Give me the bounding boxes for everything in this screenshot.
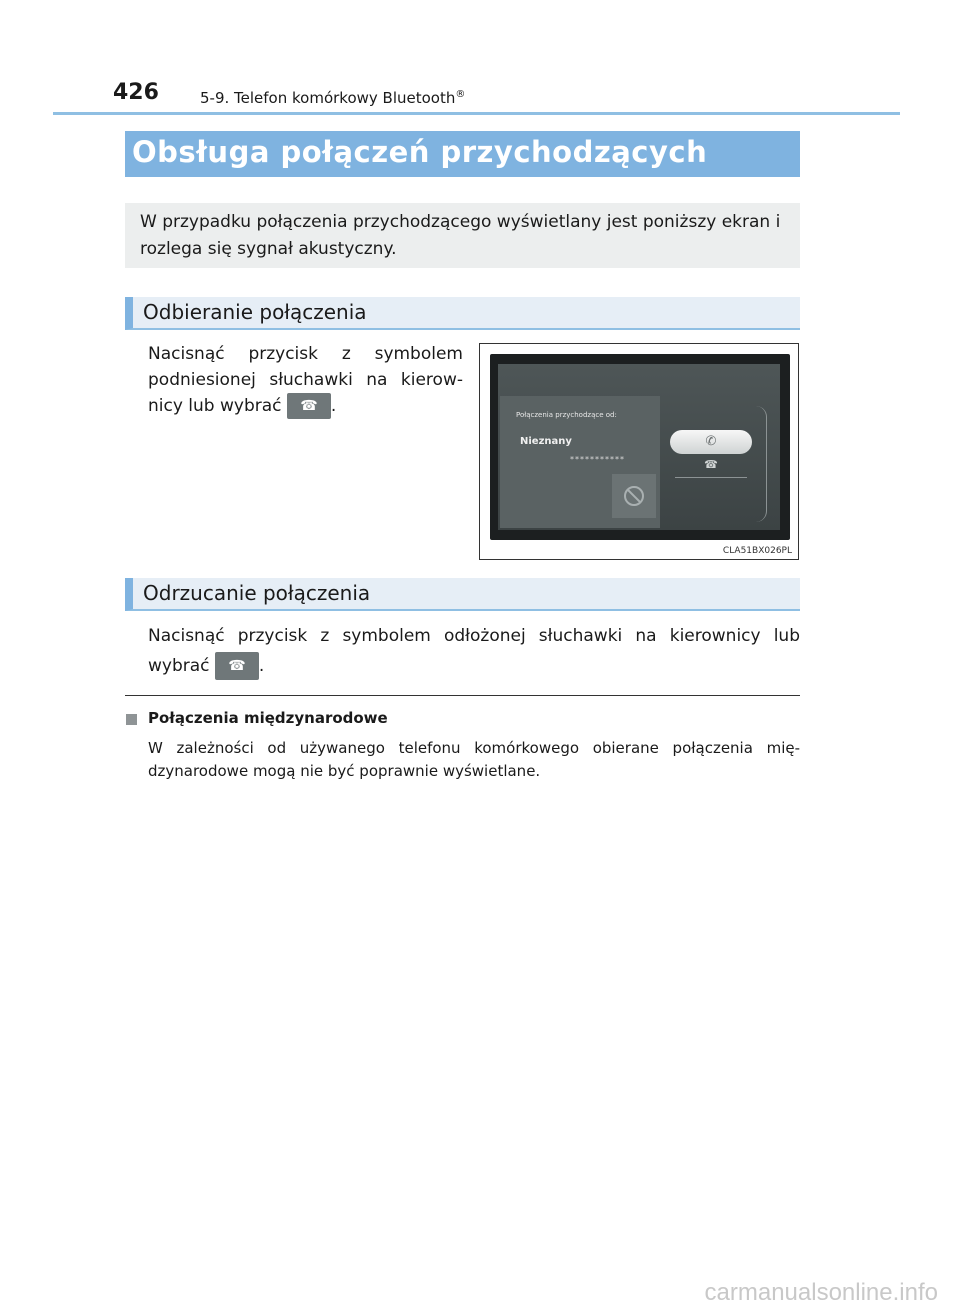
phone-hangup-icon: ☎ [215, 652, 259, 680]
note-text: W zależności od używanego telefonu komórkowego obierane połączenia mię-dzynarodowe mogą nie być poprawnie wyświetlane. [148, 739, 800, 780]
header-rule [53, 112, 900, 115]
answer-instruction-text: Nacisnąć przycisk z symbolem podniesionej słuchawki na kierow-nicy lub wybrać [148, 344, 463, 416]
section-title-answer: Odbieranie połączenia [143, 300, 367, 324]
incoming-call-screen-figure [479, 343, 799, 560]
section-title-reject: Odrzucanie połączenia [143, 581, 371, 605]
answer-instruction [148, 341, 463, 419]
phone-hangup-icon[interactable]: ☎ [704, 458, 718, 471]
figure-code: CLA51BX026PL [722, 546, 792, 556]
page-number: 426 [113, 80, 159, 105]
phone-handset-icon: ✆ [705, 434, 717, 449]
chapter-title-text: 5-9. Telefon komórkowy Bluetooth [200, 89, 456, 107]
watermark: carmanualsonline.info [704, 1279, 938, 1306]
chapter-title [200, 89, 465, 107]
note-title: Połączenia międzynarodowe [148, 709, 388, 727]
incoming-call-label: Połączenia przychodzące od: [516, 411, 617, 419]
note-divider [125, 695, 800, 696]
screen-arc-decoration [756, 406, 767, 522]
answer-instruction-end: . [330, 396, 337, 416]
reject-instruction [148, 621, 800, 681]
reject-instruction-end: . [258, 656, 265, 676]
caller-name: Nieznany [520, 436, 572, 447]
block-icon [621, 483, 647, 509]
note-bullet-icon [126, 714, 137, 725]
registered-mark: ® [455, 89, 466, 100]
reject-instruction-text: Nacisnąć przycisk z symbolem odłożonej słuchawki na kierownicy lub wybrać [148, 626, 800, 676]
caller-number-mask: *********** [570, 455, 625, 464]
button-divider [675, 477, 747, 478]
phone-handset-icon: ☎ [287, 393, 331, 419]
intro-text: W przypadku połączenia przychodzącego wyświetlany jest poniższy ekran i rozlega się sygnał akustyczny. [140, 212, 781, 259]
main-title: Obsługa połączeń przychodzących [132, 135, 708, 169]
